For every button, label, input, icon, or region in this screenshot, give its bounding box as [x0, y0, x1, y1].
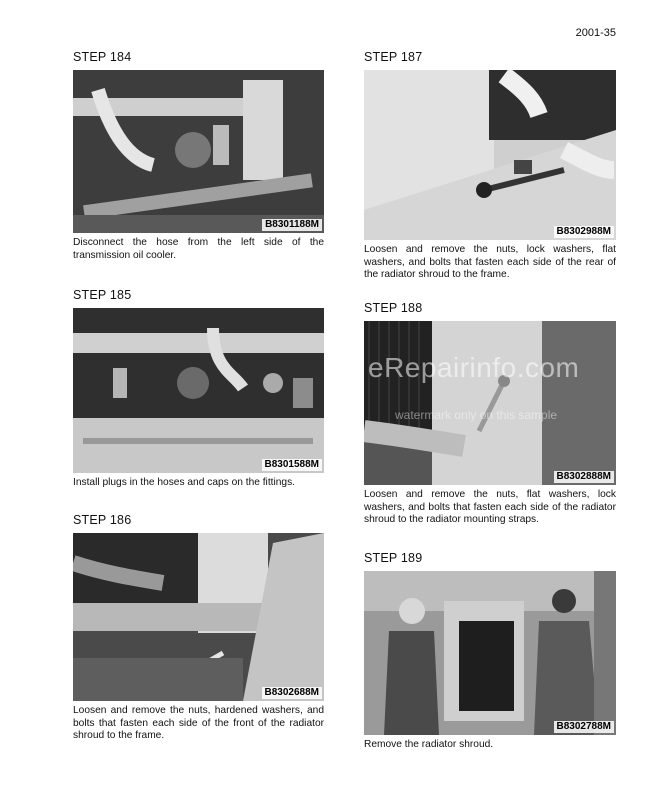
step-photo [73, 308, 324, 473]
step-photo [364, 571, 616, 735]
page-number: 2001-35 [575, 27, 616, 39]
step-title: STEP 188 [364, 301, 423, 315]
step-caption: Loosen and remove the nuts, hardened washers, and bolts that fasten each side of the front of the radiator shroud to the frame. [73, 705, 324, 742]
step-caption: Install plugs in the hoses and caps on the fittings. [73, 477, 296, 488]
step-caption: Remove the radiator shroud. [364, 739, 494, 750]
photo-id: B8301188M [262, 219, 322, 231]
photo-id: B8302988M [554, 226, 614, 238]
step-title: STEP 187 [364, 50, 423, 64]
step-photo [364, 70, 616, 240]
photo-id: B8302888M [554, 471, 614, 483]
step-photo [364, 321, 616, 485]
step-caption: Loosen and remove the nuts, flat washers, lock washers, and bolts that fasten each side of the radiator shroud to the radiator mounting straps. [364, 489, 616, 526]
photo-illustration [364, 70, 616, 240]
photo-id: B8301588M [262, 459, 322, 471]
step-187 [364, 50, 616, 282]
step-photo [73, 70, 324, 233]
photo-illustration [364, 571, 616, 735]
photo-illustration [364, 321, 616, 485]
step-title: STEP 189 [364, 551, 423, 565]
photo-illustration [73, 308, 324, 473]
watermark-subtext: watermark only on this sample [395, 408, 558, 422]
step-photo [73, 533, 324, 701]
step-188 [364, 301, 616, 527]
step-186 [73, 513, 324, 743]
step-caption: Disconnect the hose from the left side of the transmission oil cooler. [73, 237, 324, 261]
step-185 [73, 288, 324, 490]
photo-illustration [73, 533, 324, 701]
step-title: STEP 186 [73, 513, 132, 527]
photo-illustration [73, 70, 324, 233]
photo-id: B8302788M [554, 721, 614, 733]
photo-id: B8302688M [262, 687, 322, 699]
watermark-text: eRepairinfo.com [368, 352, 580, 383]
step-title: STEP 184 [73, 50, 132, 64]
step-caption: Loosen and remove the nuts, lock washers, flat washers, and bolts that fasten each side of the rear of the radiator shroud to the frame. [364, 244, 616, 281]
step-title: STEP 185 [73, 288, 132, 302]
step-184 [73, 50, 324, 262]
step-189 [364, 551, 616, 752]
